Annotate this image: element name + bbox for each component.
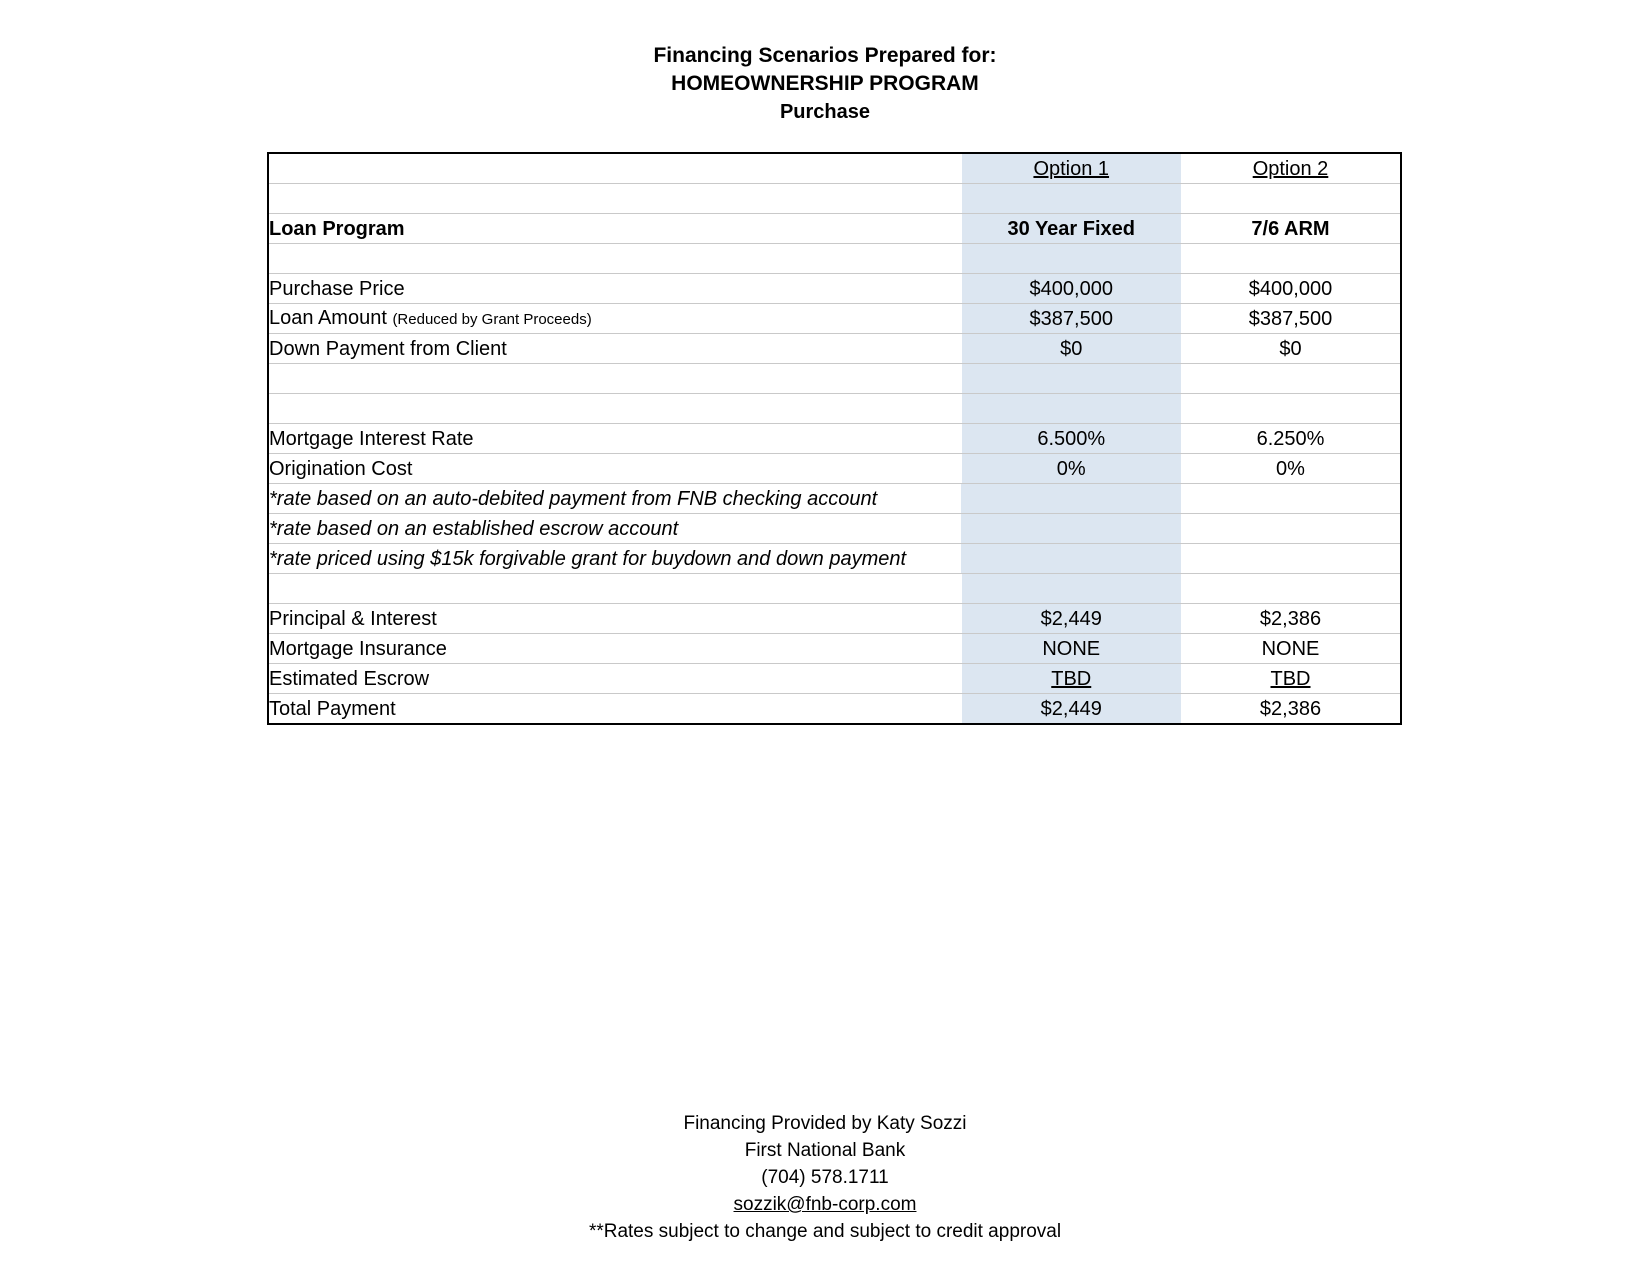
column-header-option-2 bbox=[1181, 153, 1401, 184]
row-value-option-2: $2,386 bbox=[1259, 697, 1322, 720]
table-row-principal-interest bbox=[268, 604, 1401, 634]
escrow-value-option-2: TBD bbox=[1270, 667, 1311, 690]
row-value-option-2 bbox=[1181, 664, 1401, 694]
row-label bbox=[268, 694, 961, 725]
row-label bbox=[268, 424, 961, 454]
spacer-label bbox=[268, 244, 961, 274]
note-opt2-blank bbox=[1181, 514, 1401, 544]
spacer-opt1 bbox=[961, 394, 1181, 424]
row-label-text: Principal & Interest bbox=[269, 607, 437, 630]
header-title-line-3: Purchase bbox=[779, 101, 871, 123]
rate-note-text: *rate priced using $15k forgivable grant for buydown and down payment bbox=[268, 544, 961, 574]
row-value-option-2: 7/6 ARM bbox=[1181, 214, 1401, 244]
row-value-option-2: $400,000 bbox=[1181, 274, 1401, 304]
table-row-down-payment bbox=[268, 334, 1401, 364]
footer-disclaimer: **Rates subject to change and subject to credit approval bbox=[588, 1221, 1062, 1242]
row-label-text: Loan Amount bbox=[269, 306, 387, 329]
spacer-label bbox=[268, 184, 961, 214]
row-value-option-2: $2,386 bbox=[1181, 604, 1401, 634]
note-opt2-blank bbox=[1181, 544, 1401, 574]
row-value-option-2: NONE bbox=[1181, 634, 1401, 664]
document-header bbox=[0, 0, 1650, 126]
row-label bbox=[268, 664, 961, 694]
row-label-text: Mortgage Insurance bbox=[269, 637, 447, 660]
spacer-row bbox=[268, 364, 1401, 394]
footer-email-link[interactable]: sozzik@fnb-corp.com bbox=[733, 1194, 917, 1215]
row-label-note: (Reduced by Grant Proceeds) bbox=[392, 310, 592, 328]
spacer-opt1 bbox=[961, 244, 1181, 274]
table-header-row bbox=[268, 153, 1401, 184]
row-value-option-2: $387,500 bbox=[1181, 304, 1401, 334]
table-row-mortgage-interest-rate bbox=[268, 424, 1401, 454]
row-label bbox=[268, 334, 961, 364]
header-title-line-2: HOMEOWNERSHIP PROGRAM bbox=[671, 72, 979, 95]
table-row-note-3 bbox=[268, 544, 1401, 574]
document-footer bbox=[0, 1110, 1650, 1245]
spacer-row bbox=[268, 574, 1401, 604]
row-label-text: Estimated Escrow bbox=[269, 667, 430, 690]
note-opt1-blank bbox=[961, 544, 1181, 574]
row-value-option-1: $2,449 bbox=[961, 604, 1181, 634]
spacer-row bbox=[268, 244, 1401, 274]
table-row-note-2 bbox=[268, 514, 1401, 544]
spacer-label bbox=[268, 394, 961, 424]
footer-bank-name: First National Bank bbox=[744, 1140, 906, 1161]
row-value-option-1: 30 Year Fixed bbox=[961, 214, 1181, 244]
spacer-row bbox=[268, 394, 1401, 424]
row-label-text: Mortgage Interest Rate bbox=[269, 427, 474, 450]
row-value-option-1: 0% bbox=[961, 454, 1181, 484]
spacer-row bbox=[268, 184, 1401, 214]
rate-note-text: *rate based on an established escrow account bbox=[268, 514, 961, 544]
table-row-origination-cost bbox=[268, 454, 1401, 484]
row-label-text: Total Payment bbox=[269, 697, 396, 720]
spacer-label bbox=[268, 574, 961, 604]
row-value-option-2: $0 bbox=[1181, 334, 1401, 364]
header-title-line-1: Financing Scenarios Prepared for: bbox=[653, 44, 997, 67]
table-row-mortgage-insurance bbox=[268, 634, 1401, 664]
option-2-label: Option 2 bbox=[1252, 157, 1329, 180]
spacer-opt1 bbox=[961, 364, 1181, 394]
row-value-option-2: 0% bbox=[1181, 454, 1401, 484]
table-row-total-payment bbox=[268, 694, 1401, 725]
row-label bbox=[268, 304, 961, 334]
note-opt2-blank bbox=[1181, 484, 1401, 514]
rate-note-text: *rate based on an auto-debited payment from FNB checking account bbox=[268, 484, 961, 514]
row-label bbox=[268, 634, 961, 664]
column-header-option-1 bbox=[961, 153, 1181, 184]
table-row-estimated-escrow bbox=[268, 664, 1401, 694]
header-blank-cell bbox=[268, 153, 961, 184]
row-value-option-1 bbox=[961, 664, 1181, 694]
spacer-label bbox=[268, 364, 961, 394]
spacer-opt2 bbox=[1181, 184, 1401, 214]
row-label-text: Purchase Price bbox=[269, 277, 405, 300]
row-label-text: Loan Program bbox=[269, 217, 405, 240]
row-value-option-1: 6.500% bbox=[961, 424, 1181, 454]
financing-comparison-table bbox=[267, 152, 1400, 725]
escrow-value-option-1: TBD bbox=[1051, 667, 1092, 690]
footer-phone: (704) 578.1711 bbox=[761, 1167, 889, 1188]
spacer-opt1 bbox=[961, 574, 1181, 604]
row-label bbox=[268, 454, 961, 484]
row-label bbox=[268, 214, 961, 244]
note-opt1-blank bbox=[961, 514, 1181, 544]
footer-provider: Financing Provided by Katy Sozzi bbox=[683, 1113, 967, 1134]
row-value-option-2: 6.250% bbox=[1181, 424, 1401, 454]
table-row-purchase-price bbox=[268, 274, 1401, 304]
option-1-label: Option 1 bbox=[1033, 157, 1110, 180]
row-value-option-1: $0 bbox=[961, 334, 1181, 364]
row-label bbox=[268, 604, 961, 634]
table-row-loan-program bbox=[268, 214, 1401, 244]
row-value-option-1: $387,500 bbox=[961, 304, 1181, 334]
spacer-opt2 bbox=[1181, 394, 1401, 424]
note-opt1-blank bbox=[961, 484, 1181, 514]
table-row-loan-amount bbox=[268, 304, 1401, 334]
row-value-option-1: NONE bbox=[961, 634, 1181, 664]
spacer-opt2 bbox=[1181, 574, 1401, 604]
row-value-option-1: $400,000 bbox=[961, 274, 1181, 304]
table-row-note-1 bbox=[268, 484, 1401, 514]
row-value-option-1: $2,449 bbox=[961, 694, 1181, 725]
spacer-opt2 bbox=[1181, 364, 1401, 394]
row-label-text: Origination Cost bbox=[269, 457, 413, 480]
row-label-text: Down Payment from Client bbox=[269, 337, 507, 360]
spacer-opt2 bbox=[1181, 244, 1401, 274]
row-label bbox=[268, 274, 961, 304]
spacer-opt1 bbox=[961, 184, 1181, 214]
